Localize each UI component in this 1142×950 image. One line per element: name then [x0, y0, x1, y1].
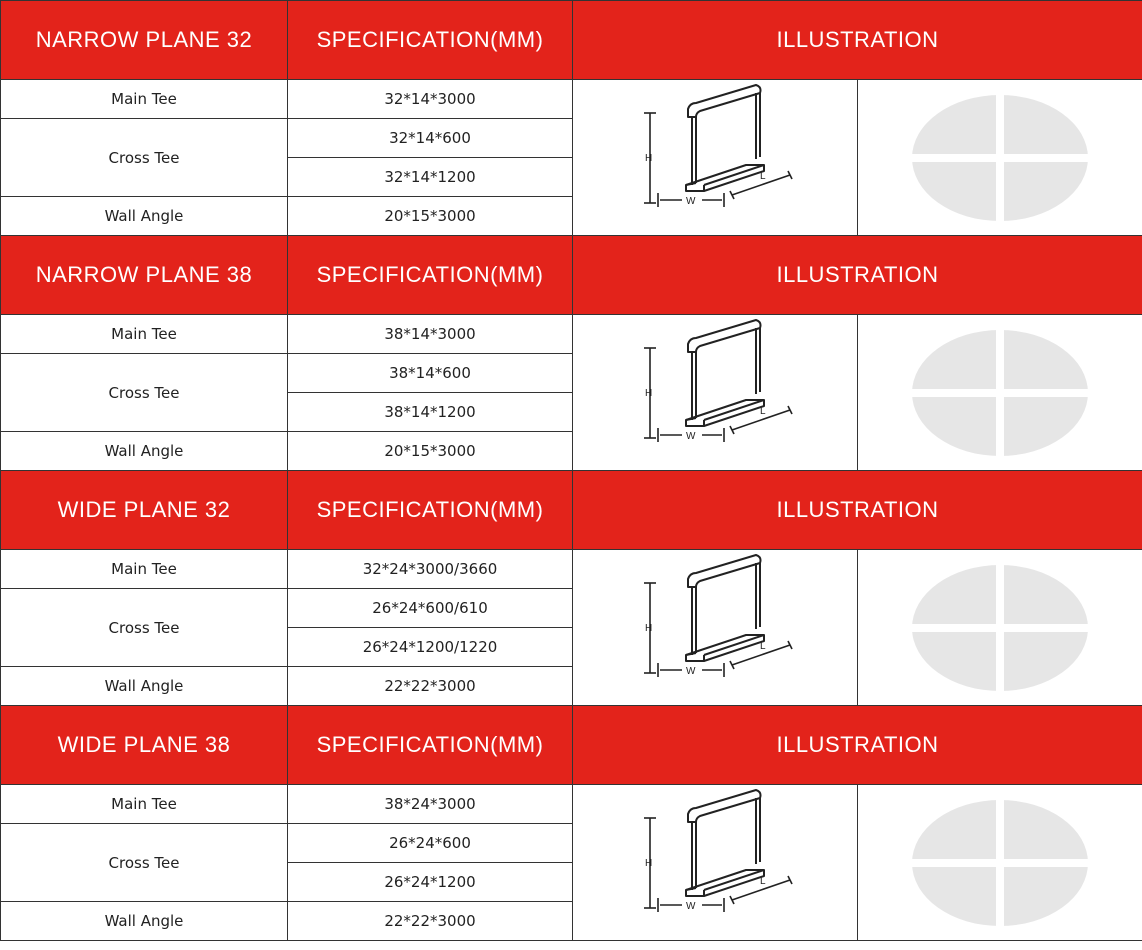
cross-tee-label: Cross Tee	[1, 354, 288, 432]
height-label: H	[645, 857, 653, 869]
grid-panel-illustration	[858, 80, 1142, 236]
width-label: W	[686, 195, 696, 207]
ceiling-grid-drawing	[910, 93, 1090, 223]
tee-profile-illustration	[573, 785, 858, 941]
wall-angle-label: Wall Angle	[1, 667, 288, 706]
length-label: L	[760, 170, 766, 182]
section-header-row	[1, 1, 1142, 80]
grid-panel-illustration	[858, 785, 1142, 941]
spec-column-header: SPECIFICATION(MM)	[288, 471, 573, 550]
cross-tee-spec: 26*24*600	[288, 824, 573, 863]
spec-column-header: SPECIFICATION(MM)	[288, 1, 573, 80]
table-row	[1, 550, 1142, 589]
table-row	[1, 785, 1142, 824]
cross-tee-spec: 38*14*600	[288, 354, 573, 393]
tee-profile-illustration	[573, 315, 858, 471]
tee-profile-drawing	[630, 788, 800, 938]
ceiling-grid-drawing	[910, 328, 1090, 458]
cross-tee-label: Cross Tee	[1, 824, 288, 902]
table-row	[1, 80, 1142, 119]
tee-profile-drawing	[630, 553, 800, 703]
tee-profile-illustration	[573, 550, 858, 706]
wall-angle-label: Wall Angle	[1, 197, 288, 236]
section-header-row	[1, 706, 1142, 785]
section-title: WIDE PLANE 32	[1, 471, 288, 550]
height-label: H	[645, 387, 653, 399]
spec-column-header: SPECIFICATION(MM)	[288, 236, 573, 315]
ceiling-grid-drawing	[910, 798, 1090, 928]
main-tee-label: Main Tee	[1, 80, 288, 119]
tee-profile-illustration	[573, 80, 858, 236]
main-tee-spec: 32*14*3000	[288, 80, 573, 119]
wall-angle-spec: 22*22*3000	[288, 902, 573, 941]
illustration-column-header: ILLUSTRATION	[573, 471, 1142, 550]
main-tee-label: Main Tee	[1, 785, 288, 824]
main-tee-spec: 38*24*3000	[288, 785, 573, 824]
main-tee-label: Main Tee	[1, 550, 288, 589]
spec-column-header: SPECIFICATION(MM)	[288, 706, 573, 785]
cross-tee-label: Cross Tee	[1, 119, 288, 197]
length-label: L	[760, 640, 766, 652]
cross-tee-label: Cross Tee	[1, 589, 288, 667]
width-label: W	[686, 430, 696, 442]
length-label: L	[760, 405, 766, 417]
main-tee-spec: 38*14*3000	[288, 315, 573, 354]
height-label: H	[645, 622, 653, 634]
cross-tee-spec: 38*14*1200	[288, 393, 573, 432]
tee-profile-drawing	[630, 83, 800, 233]
section-title: NARROW PLANE 38	[1, 236, 288, 315]
wall-angle-spec: 20*15*3000	[288, 432, 573, 471]
section-header-row	[1, 236, 1142, 315]
cross-tee-spec: 32*14*600	[288, 119, 573, 158]
illustration-column-header: ILLUSTRATION	[573, 706, 1142, 785]
width-label: W	[686, 665, 696, 677]
wall-angle-label: Wall Angle	[1, 432, 288, 471]
cross-tee-spec: 26*24*600/610	[288, 589, 573, 628]
section-title: NARROW PLANE 32	[1, 1, 288, 80]
grid-panel-illustration	[858, 315, 1142, 471]
wall-angle-spec: 20*15*3000	[288, 197, 573, 236]
section-title: WIDE PLANE 38	[1, 706, 288, 785]
section-header-row	[1, 471, 1142, 550]
height-label: H	[645, 152, 653, 164]
tee-profile-drawing	[630, 318, 800, 468]
cross-tee-spec: 26*24*1200	[288, 863, 573, 902]
cross-tee-spec: 26*24*1200/1220	[288, 628, 573, 667]
illustration-column-header: ILLUSTRATION	[573, 236, 1142, 315]
illustration-column-header: ILLUSTRATION	[573, 1, 1142, 80]
main-tee-label: Main Tee	[1, 315, 288, 354]
width-label: W	[686, 900, 696, 912]
cross-tee-spec: 32*14*1200	[288, 158, 573, 197]
table-row	[1, 315, 1142, 354]
main-tee-spec: 32*24*3000/3660	[288, 550, 573, 589]
length-label: L	[760, 875, 766, 887]
ceiling-grid-drawing	[910, 563, 1090, 693]
grid-panel-illustration	[858, 550, 1142, 706]
wall-angle-label: Wall Angle	[1, 902, 288, 941]
wall-angle-spec: 22*22*3000	[288, 667, 573, 706]
